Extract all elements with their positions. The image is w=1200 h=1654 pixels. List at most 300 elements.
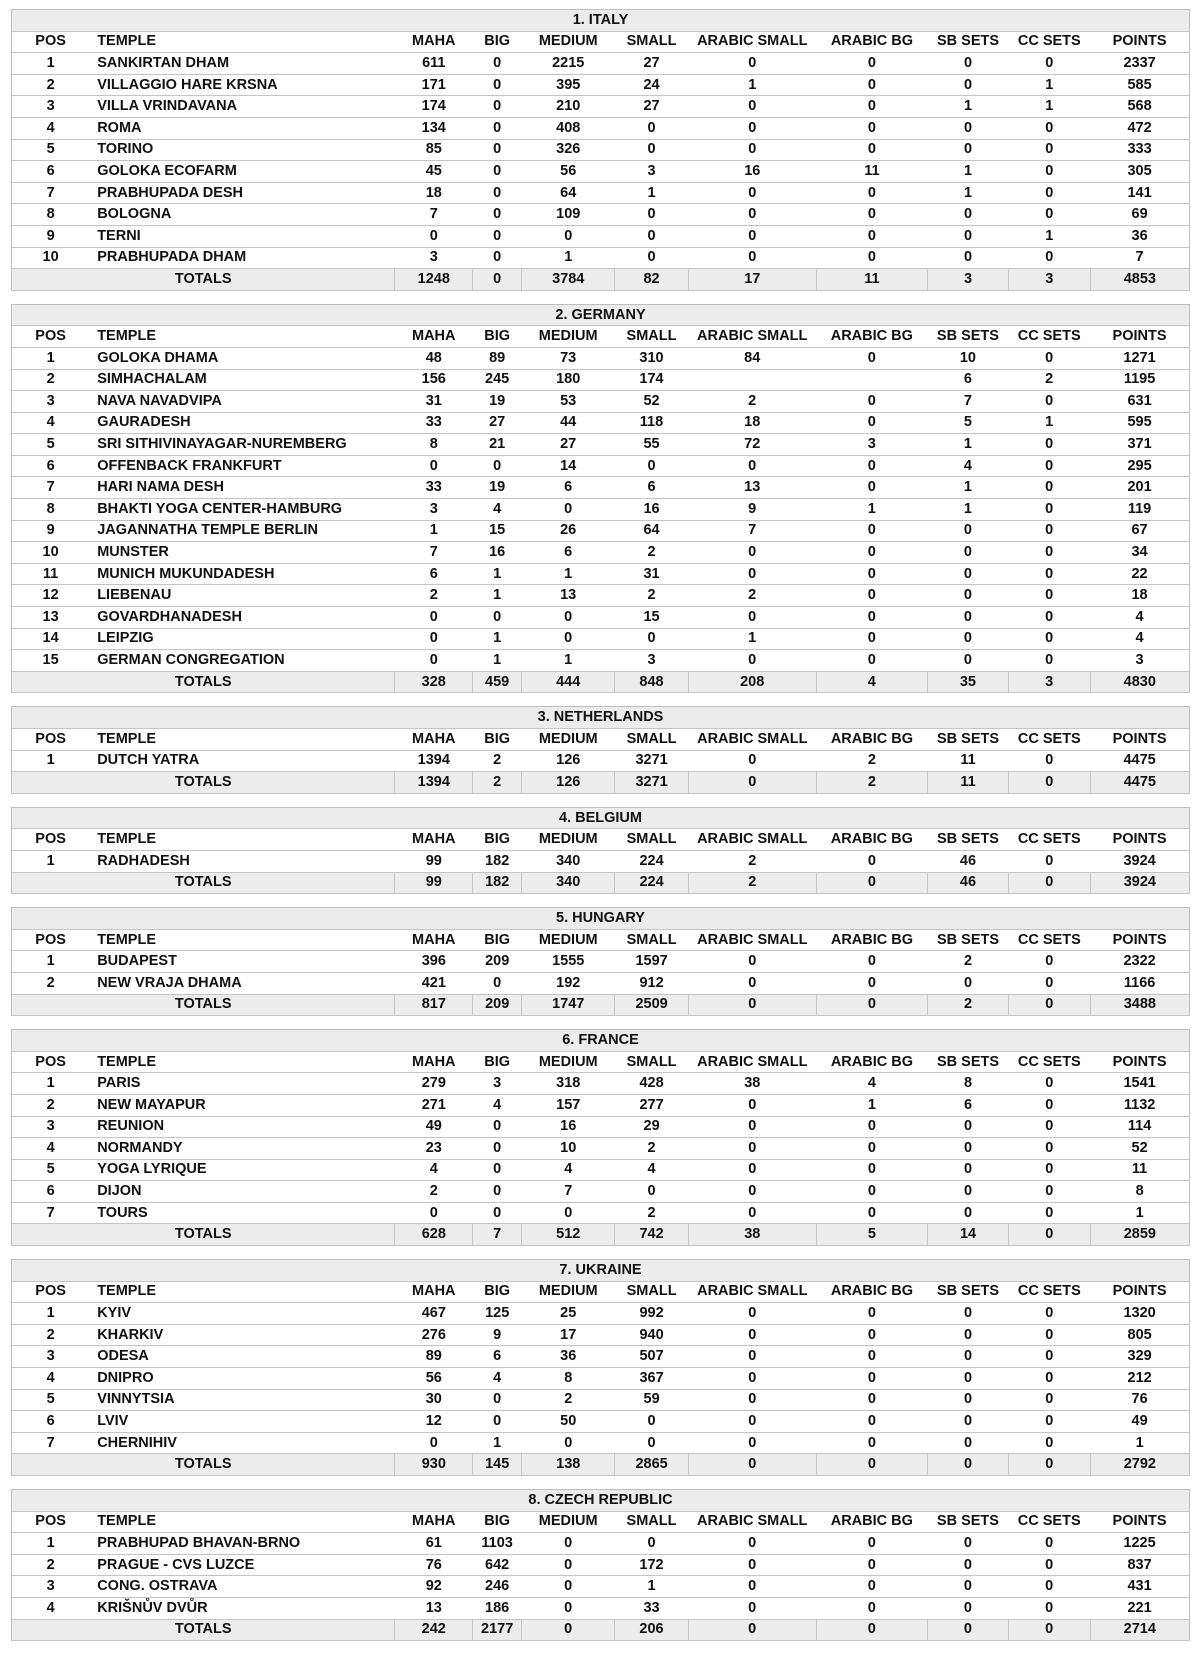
cell-big: 245 — [473, 369, 522, 391]
cell-temple: KRIŠNŮV DVŮR — [89, 1597, 395, 1619]
cell-arabic-small: 0 — [688, 247, 816, 269]
cell-big: 642 — [473, 1554, 522, 1576]
cell-big: 1 — [473, 1432, 522, 1454]
cell-arabic-bg: 0 — [816, 455, 927, 477]
cell-temple: GOVARDHANADESH — [89, 607, 395, 629]
cell-arabic-small: 0 — [688, 1533, 816, 1555]
cell-small: 59 — [615, 1389, 689, 1411]
cell-temple: PRABHUPAD BHAVAN-BRNO — [89, 1533, 395, 1555]
temple-row — [12, 563, 1190, 585]
country-table — [11, 1029, 1190, 1246]
cell-points: 1195 — [1090, 369, 1189, 391]
cell-temple: KHARKIV — [89, 1324, 395, 1346]
country-title: 3. NETHERLANDS — [12, 707, 1190, 729]
cell-big: 4 — [473, 1094, 522, 1116]
cell-pos: 8 — [12, 204, 90, 226]
total-arabic-small: 38 — [688, 1224, 816, 1246]
cell-big: 2 — [473, 750, 522, 772]
cell-pos: 1 — [12, 1303, 90, 1325]
temple-row — [12, 1597, 1190, 1619]
cell-cc-sets: 0 — [1008, 347, 1090, 369]
country-table — [11, 1489, 1190, 1641]
cell-points: 329 — [1090, 1346, 1189, 1368]
cell-small: 0 — [615, 117, 689, 139]
cell-small: 0 — [615, 225, 689, 247]
total-points: 4475 — [1090, 772, 1189, 794]
cell-points: 431 — [1090, 1576, 1189, 1598]
temple-row — [12, 1159, 1190, 1181]
cell-arabic-bg: 0 — [816, 850, 927, 872]
cell-sb-sets: 0 — [928, 204, 1009, 226]
cell-sb-sets: 0 — [928, 1116, 1009, 1138]
cell-big: 0 — [473, 972, 522, 994]
temple-row — [12, 1432, 1190, 1454]
country-title-row — [12, 1260, 1190, 1282]
temple-row — [12, 412, 1190, 434]
column-header-maha: MAHA — [395, 326, 473, 348]
total-arabic-small: 0 — [688, 994, 816, 1016]
cell-medium: 2 — [522, 1389, 615, 1411]
cell-small: 2 — [615, 585, 689, 607]
column-header-cc-sets: CC SETS — [1008, 1511, 1090, 1533]
cell-small: 27 — [615, 96, 689, 118]
cell-pos: 14 — [12, 628, 90, 650]
totals-row — [12, 772, 1190, 794]
cell-pos: 3 — [12, 1346, 90, 1368]
total-medium: 512 — [522, 1224, 615, 1246]
cell-temple: SANKIRTAN DHAM — [89, 53, 395, 75]
total-sb-sets: 2 — [928, 994, 1009, 1016]
cell-cc-sets: 0 — [1008, 1138, 1090, 1160]
cell-arabic-bg: 0 — [816, 412, 927, 434]
column-header-arabic-bg: ARABIC BG — [816, 829, 927, 851]
cell-pos: 9 — [12, 225, 90, 247]
totals-row — [12, 269, 1190, 291]
total-big: 459 — [473, 671, 522, 693]
total-maha: 99 — [395, 872, 473, 894]
cell-small: 940 — [615, 1324, 689, 1346]
cell-medium: 56 — [522, 161, 615, 183]
cell-arabic-bg: 0 — [816, 1533, 927, 1555]
cell-pos: 12 — [12, 585, 90, 607]
cell-small: 24 — [615, 74, 689, 96]
cell-points: 1541 — [1090, 1073, 1189, 1095]
country-title: 7. UKRAINE — [12, 1260, 1190, 1282]
cell-sb-sets: 0 — [928, 1303, 1009, 1325]
column-header-sb-sets: SB SETS — [928, 829, 1009, 851]
cell-small: 15 — [615, 607, 689, 629]
cell-maha: 7 — [395, 542, 473, 564]
cell-big: 15 — [473, 520, 522, 542]
cell-points: 52 — [1090, 1138, 1189, 1160]
cell-medium: 340 — [522, 850, 615, 872]
cell-sb-sets: 0 — [928, 520, 1009, 542]
column-header-pos: POS — [12, 1051, 90, 1073]
cell-arabic-bg: 0 — [816, 139, 927, 161]
temple-row — [12, 1202, 1190, 1224]
cell-pos: 10 — [12, 542, 90, 564]
country-title-row — [12, 707, 1190, 729]
cell-medium: 16 — [522, 1116, 615, 1138]
cell-big: 0 — [473, 1411, 522, 1433]
total-arabic-bg: 11 — [816, 269, 927, 291]
totals-label: TOTALS — [12, 1454, 395, 1476]
cell-pos: 13 — [12, 607, 90, 629]
cell-maha: 30 — [395, 1389, 473, 1411]
cell-pos: 2 — [12, 369, 90, 391]
cell-arabic-small: 0 — [688, 117, 816, 139]
cell-temple: BOLOGNA — [89, 204, 395, 226]
cell-arabic-bg: 0 — [816, 1181, 927, 1203]
column-header-arabic-bg: ARABIC BG — [816, 1511, 927, 1533]
cell-cc-sets: 1 — [1008, 412, 1090, 434]
cell-big: 0 — [473, 204, 522, 226]
cell-cc-sets: 1 — [1008, 225, 1090, 247]
cell-maha: 171 — [395, 74, 473, 96]
cell-maha: 48 — [395, 347, 473, 369]
cell-points: 1271 — [1090, 347, 1189, 369]
cell-maha: 89 — [395, 1346, 473, 1368]
cell-arabic-bg: 0 — [816, 225, 927, 247]
cell-pos: 3 — [12, 391, 90, 413]
cell-pos: 7 — [12, 1202, 90, 1224]
cell-points: 1132 — [1090, 1094, 1189, 1116]
temple-row — [12, 1094, 1190, 1116]
cell-arabic-small: 0 — [688, 972, 816, 994]
total-cc-sets: 0 — [1008, 1619, 1090, 1641]
totals-label: TOTALS — [12, 772, 395, 794]
cell-arabic-small: 0 — [688, 750, 816, 772]
cell-maha: 3 — [395, 247, 473, 269]
column-header-small: SMALL — [615, 1511, 689, 1533]
total-points: 2859 — [1090, 1224, 1189, 1246]
cell-big: 0 — [473, 74, 522, 96]
cell-big: 19 — [473, 477, 522, 499]
cell-arabic-bg: 0 — [816, 1138, 927, 1160]
cell-arabic-small: 0 — [688, 1094, 816, 1116]
total-points: 2792 — [1090, 1454, 1189, 1476]
cell-pos: 1 — [12, 347, 90, 369]
totals-label: TOTALS — [12, 1619, 395, 1641]
cell-temple: PARIS — [89, 1073, 395, 1095]
column-header-small: SMALL — [615, 1281, 689, 1303]
cell-maha: 276 — [395, 1324, 473, 1346]
total-medium: 340 — [522, 872, 615, 894]
cell-points: 8 — [1090, 1181, 1189, 1203]
cell-small: 0 — [615, 455, 689, 477]
country-title-row — [12, 10, 1190, 32]
column-header-medium: MEDIUM — [522, 929, 615, 951]
column-header-row — [12, 326, 1190, 348]
cell-maha: 421 — [395, 972, 473, 994]
column-header-big: BIG — [473, 31, 522, 53]
cell-small: 0 — [615, 1432, 689, 1454]
cell-temple: SRI SITHIVINAYAGAR-NUREMBERG — [89, 434, 395, 456]
cell-points: 1 — [1090, 1202, 1189, 1224]
cell-arabic-small: 2 — [688, 850, 816, 872]
cell-maha: 12 — [395, 1411, 473, 1433]
country-table — [11, 807, 1190, 894]
total-big: 182 — [473, 872, 522, 894]
cell-maha: 174 — [395, 96, 473, 118]
cell-cc-sets: 0 — [1008, 499, 1090, 521]
cell-maha: 31 — [395, 391, 473, 413]
cell-arabic-bg: 0 — [816, 972, 927, 994]
cell-arabic-small: 13 — [688, 477, 816, 499]
cell-arabic-bg: 0 — [816, 1597, 927, 1619]
cell-medium: 318 — [522, 1073, 615, 1095]
column-header-points: POINTS — [1090, 929, 1189, 951]
cell-arabic-bg: 0 — [816, 1159, 927, 1181]
column-header-arabic-small: ARABIC SMALL — [688, 729, 816, 751]
cell-big: 0 — [473, 53, 522, 75]
column-header-temple: TEMPLE — [89, 1051, 395, 1073]
cell-temple: DIJON — [89, 1181, 395, 1203]
total-medium: 3784 — [522, 269, 615, 291]
cell-big: 1 — [473, 650, 522, 672]
cell-arabic-bg: 0 — [816, 117, 927, 139]
cell-small: 3 — [615, 650, 689, 672]
cell-sb-sets: 1 — [928, 182, 1009, 204]
cell-cc-sets: 0 — [1008, 1159, 1090, 1181]
cell-medium: 1 — [522, 563, 615, 585]
column-header-big: BIG — [473, 1281, 522, 1303]
cell-arabic-small: 16 — [688, 161, 816, 183]
cell-pos: 6 — [12, 161, 90, 183]
cell-maha: 92 — [395, 1576, 473, 1598]
cell-medium: 17 — [522, 1324, 615, 1346]
cell-maha: 0 — [395, 1202, 473, 1224]
cell-big: 1 — [473, 563, 522, 585]
column-header-row — [12, 729, 1190, 751]
cell-cc-sets: 0 — [1008, 750, 1090, 772]
cell-arabic-bg: 0 — [816, 477, 927, 499]
temple-row — [12, 391, 1190, 413]
total-arabic-bg: 0 — [816, 994, 927, 1016]
cell-small: 33 — [615, 1597, 689, 1619]
cell-sb-sets: 46 — [928, 850, 1009, 872]
cell-medium: 4 — [522, 1159, 615, 1181]
temple-row — [12, 204, 1190, 226]
cell-medium: 6 — [522, 542, 615, 564]
cell-cc-sets: 0 — [1008, 391, 1090, 413]
cell-sb-sets: 0 — [928, 247, 1009, 269]
cell-big: 0 — [473, 455, 522, 477]
cell-arabic-bg: 0 — [816, 347, 927, 369]
cell-pos: 3 — [12, 96, 90, 118]
cell-cc-sets: 0 — [1008, 1202, 1090, 1224]
cell-pos: 4 — [12, 1597, 90, 1619]
total-arabic-small: 0 — [688, 1619, 816, 1641]
cell-sb-sets: 0 — [928, 139, 1009, 161]
cell-points: 1 — [1090, 1432, 1189, 1454]
cell-cc-sets: 0 — [1008, 117, 1090, 139]
cell-small: 1 — [615, 1576, 689, 1598]
cell-cc-sets: 0 — [1008, 204, 1090, 226]
cell-points: 305 — [1090, 161, 1189, 183]
cell-points: 568 — [1090, 96, 1189, 118]
total-big: 0 — [473, 269, 522, 291]
cell-cc-sets: 0 — [1008, 1303, 1090, 1325]
cell-arabic-bg: 0 — [816, 1346, 927, 1368]
cell-cc-sets: 0 — [1008, 628, 1090, 650]
cell-maha: 0 — [395, 1432, 473, 1454]
column-header-maha: MAHA — [395, 1511, 473, 1533]
cell-medium: 14 — [522, 455, 615, 477]
temple-row — [12, 1389, 1190, 1411]
cell-temple: PRABHUPADA DHAM — [89, 247, 395, 269]
column-header-arabic-small: ARABIC SMALL — [688, 929, 816, 951]
cell-temple: GAURADESH — [89, 412, 395, 434]
column-header-row — [12, 31, 1190, 53]
cell-medium: 0 — [522, 1202, 615, 1224]
cell-sb-sets: 1 — [928, 161, 1009, 183]
cell-arabic-small: 0 — [688, 204, 816, 226]
country-table — [11, 1259, 1190, 1476]
temple-row — [12, 182, 1190, 204]
totals-label: TOTALS — [12, 1224, 395, 1246]
cell-cc-sets: 0 — [1008, 161, 1090, 183]
temple-row — [12, 1346, 1190, 1368]
cell-temple: ODESA — [89, 1346, 395, 1368]
column-header-medium: MEDIUM — [522, 729, 615, 751]
totals-row — [12, 671, 1190, 693]
temple-row — [12, 247, 1190, 269]
column-header-arabic-bg: ARABIC BG — [816, 1281, 927, 1303]
cell-sb-sets: 1 — [928, 96, 1009, 118]
cell-cc-sets: 0 — [1008, 477, 1090, 499]
cell-temple: LEIPZIG — [89, 628, 395, 650]
country-title: 4. BELGIUM — [12, 807, 1190, 829]
cell-arabic-small: 0 — [688, 1411, 816, 1433]
cell-medium: 7 — [522, 1181, 615, 1203]
cell-temple: RADHADESH — [89, 850, 395, 872]
cell-medium: 53 — [522, 391, 615, 413]
column-header-small: SMALL — [615, 929, 689, 951]
cell-temple: BUDAPEST — [89, 951, 395, 973]
column-header-pos: POS — [12, 1511, 90, 1533]
cell-arabic-small: 38 — [688, 1073, 816, 1095]
cell-cc-sets: 0 — [1008, 1432, 1090, 1454]
cell-pos: 5 — [12, 1159, 90, 1181]
total-maha: 1248 — [395, 269, 473, 291]
column-header-big: BIG — [473, 829, 522, 851]
cell-sb-sets: 0 — [928, 1597, 1009, 1619]
cell-cc-sets: 0 — [1008, 455, 1090, 477]
cell-points: 295 — [1090, 455, 1189, 477]
cell-temple: LIEBENAU — [89, 585, 395, 607]
cell-pos: 10 — [12, 247, 90, 269]
temple-row — [12, 96, 1190, 118]
totals-label: TOTALS — [12, 269, 395, 291]
cell-maha: 8 — [395, 434, 473, 456]
cell-arabic-small: 0 — [688, 1597, 816, 1619]
cell-maha: 396 — [395, 951, 473, 973]
temple-row — [12, 542, 1190, 564]
cell-temple: TOURS — [89, 1202, 395, 1224]
cell-small: 277 — [615, 1094, 689, 1116]
cell-arabic-bg: 0 — [816, 607, 927, 629]
cell-temple: TERNI — [89, 225, 395, 247]
cell-arabic-bg: 0 — [816, 96, 927, 118]
country-title-row — [12, 807, 1190, 829]
total-big: 209 — [473, 994, 522, 1016]
total-medium: 0 — [522, 1619, 615, 1641]
temple-row — [12, 434, 1190, 456]
cell-maha: 99 — [395, 850, 473, 872]
totals-label: TOTALS — [12, 671, 395, 693]
country-title-row — [12, 908, 1190, 930]
cell-maha: 33 — [395, 412, 473, 434]
cell-arabic-small: 72 — [688, 434, 816, 456]
cell-sb-sets: 1 — [928, 434, 1009, 456]
totals-row — [12, 1224, 1190, 1246]
cell-pos: 2 — [12, 1554, 90, 1576]
cell-small: 64 — [615, 520, 689, 542]
total-maha: 628 — [395, 1224, 473, 1246]
cell-cc-sets: 0 — [1008, 434, 1090, 456]
total-medium: 1747 — [522, 994, 615, 1016]
cell-arabic-small: 0 — [688, 1346, 816, 1368]
cell-arabic-small: 0 — [688, 1576, 816, 1598]
cell-pos: 5 — [12, 1389, 90, 1411]
cell-temple: PRABHUPADA DESH — [89, 182, 395, 204]
cell-pos: 3 — [12, 1116, 90, 1138]
cell-medium: 109 — [522, 204, 615, 226]
cell-temple: MUNICH MUKUNDADESH — [89, 563, 395, 585]
cell-points: 333 — [1090, 139, 1189, 161]
cell-sb-sets: 7 — [928, 391, 1009, 413]
cell-points: 2322 — [1090, 951, 1189, 973]
cell-maha: 279 — [395, 1073, 473, 1095]
cell-sb-sets: 0 — [928, 1202, 1009, 1224]
cell-maha: 61 — [395, 1533, 473, 1555]
total-big: 7 — [473, 1224, 522, 1246]
cell-small: 224 — [615, 850, 689, 872]
cell-arabic-bg: 0 — [816, 53, 927, 75]
cell-maha: 0 — [395, 628, 473, 650]
cell-big: 0 — [473, 182, 522, 204]
cell-points: 585 — [1090, 74, 1189, 96]
cell-small: 172 — [615, 1554, 689, 1576]
total-points: 3924 — [1090, 872, 1189, 894]
total-small: 742 — [615, 1224, 689, 1246]
cell-pos: 4 — [12, 117, 90, 139]
cell-arabic-small: 0 — [688, 225, 816, 247]
cell-maha: 0 — [395, 650, 473, 672]
cell-arabic-bg: 1 — [816, 1094, 927, 1116]
cell-arabic-bg: 11 — [816, 161, 927, 183]
column-header-medium: MEDIUM — [522, 1051, 615, 1073]
cell-arabic-bg: 1 — [816, 499, 927, 521]
cell-points: 1225 — [1090, 1533, 1189, 1555]
column-header-row — [12, 1281, 1190, 1303]
cell-points: 4 — [1090, 628, 1189, 650]
column-header-arabic-bg: ARABIC BG — [816, 729, 927, 751]
cell-medium: 1555 — [522, 951, 615, 973]
cell-big: 0 — [473, 139, 522, 161]
column-header-pos: POS — [12, 929, 90, 951]
total-big: 2177 — [473, 1619, 522, 1641]
cell-temple: ROMA — [89, 117, 395, 139]
cell-temple: VILLAGGIO HARE KRSNA — [89, 74, 395, 96]
cell-maha: 13 — [395, 1597, 473, 1619]
cell-pos: 4 — [12, 1138, 90, 1160]
cell-points: 76 — [1090, 1389, 1189, 1411]
cell-pos: 4 — [12, 412, 90, 434]
cell-cc-sets: 0 — [1008, 1597, 1090, 1619]
cell-arabic-small: 0 — [688, 542, 816, 564]
